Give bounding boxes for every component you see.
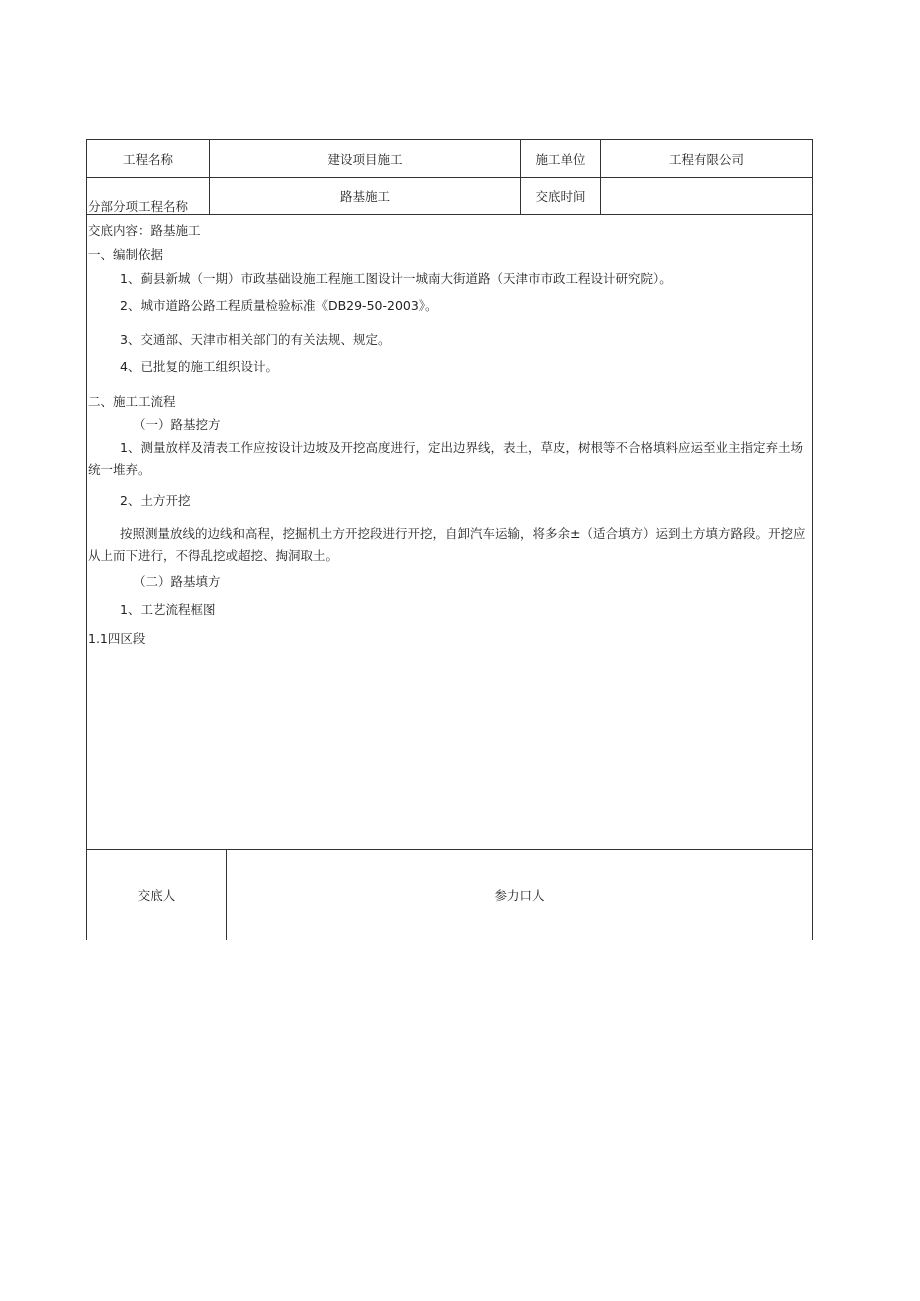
table-border-left [86, 139, 87, 940]
handover-form [86, 139, 813, 940]
content-intro: 交底内容：路基施工 [88, 223, 201, 238]
item2-paragraph: 按照测量放线的边线和高程，挖掘机土方开挖段进行开挖，自卸汽车运输，将多余±（适合填方）运到土方填方路段。开挖应从上而下进行，不得乱挖或超挖、掏洞取土。 [88, 526, 806, 563]
item3-title: 1、工艺流程框图 [120, 602, 216, 617]
table-divider-row2 [86, 214, 813, 215]
item3-subtitle: 1.1四区段 [88, 631, 146, 646]
project-name-label: 工程名称 [122, 151, 173, 167]
basis-item-3: 3、交通部、天津市相关部门的有关法规、规定。 [120, 332, 391, 347]
item2-title: 2、土方开挖 [120, 493, 191, 508]
item1-paragraph: 1、测量放样及清表工作应按设计边坡及开挖高度进行，定出边界线，表土，草皮，树根等不合格填料应运至业主指定弃土场统一堆弃。 [88, 440, 803, 477]
table-border-right [812, 139, 813, 940]
handover-time-label: 交底时间 [535, 189, 586, 204]
section1-title: 一、编制依据 [88, 247, 164, 262]
sub1-title: （一）路基挖方 [133, 417, 221, 432]
presenter-label: 交底人 [137, 888, 176, 903]
sub2-title: （二）路基填方 [133, 574, 221, 589]
contractor-label: 施工单位 [535, 151, 586, 167]
basis-item-2: 2、城市道路公路工程质量检验标准《DB29-50-2003》。 [120, 298, 438, 313]
basis-item-1: 1、蓟县新城（一期）市政基础设施工程施工图设计一城南大街道路（天津市市政工程设计研究院）。 [120, 271, 672, 286]
basis-item-4: 4、已批复的施工组织设计。 [120, 359, 278, 374]
section2-title: 二、施工工流程 [88, 394, 176, 409]
contractor-value: 工程有限公司 [668, 151, 744, 167]
subitem-value: 路基施工 [339, 189, 390, 204]
subitem-label: 分部分项工程名称 [88, 199, 189, 214]
project-name-value: 建设项目施工 [327, 151, 403, 167]
handover-time-value [601, 178, 812, 214]
participants-label: 参力口人 [494, 888, 545, 903]
